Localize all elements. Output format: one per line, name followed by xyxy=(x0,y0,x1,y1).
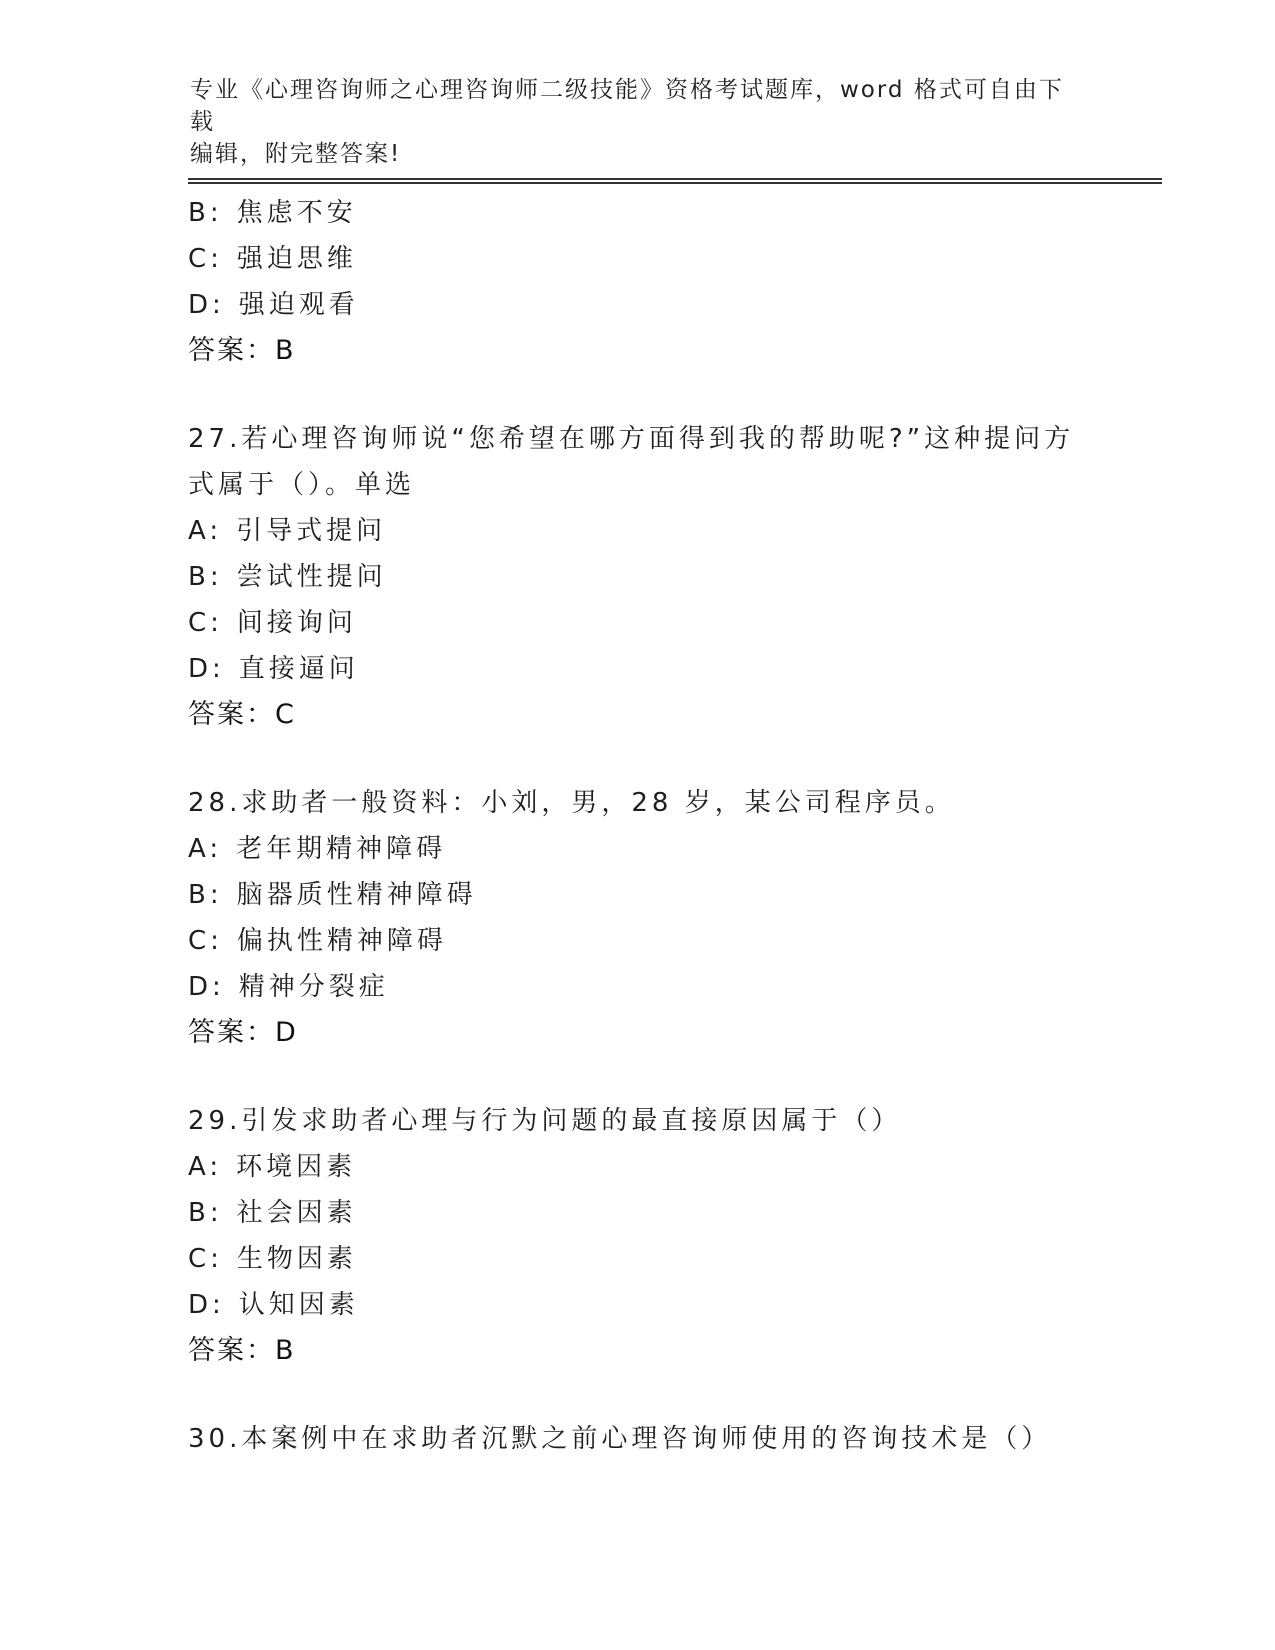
header-double-rule xyxy=(188,178,1162,183)
question-stem-line: 式属于（）。单选 xyxy=(188,470,416,500)
option-text: 尝试性提问 xyxy=(236,562,387,592)
question-28 xyxy=(188,780,1088,1056)
option-key: D: xyxy=(188,290,225,320)
option-key: A: xyxy=(188,1152,223,1182)
option-key: A: xyxy=(188,516,223,546)
question-stem-line: 28.求助者一般资料：小刘，男，28 岁，某公司程序员。 xyxy=(188,788,955,818)
option-key: C: xyxy=(188,608,223,638)
question-30 xyxy=(188,1416,1088,1462)
option-b xyxy=(188,1190,1088,1236)
option-text: 偏执性精神障碍 xyxy=(236,926,447,956)
option-key: C: xyxy=(188,926,223,956)
option-d xyxy=(188,1282,1088,1328)
option-d xyxy=(188,282,1088,328)
option-d xyxy=(188,646,1088,692)
option-text: 社会因素 xyxy=(236,1198,357,1228)
option-text: 老年期精神障碍 xyxy=(236,834,447,864)
option-a xyxy=(188,1144,1088,1190)
option-a xyxy=(188,826,1088,872)
option-key: B: xyxy=(188,1198,223,1228)
question-27 xyxy=(188,416,1088,738)
answer-value: D xyxy=(275,1017,298,1048)
option-text: 认知因素 xyxy=(238,1290,359,1320)
answer-value: C xyxy=(275,699,296,730)
option-text: 环境因素 xyxy=(236,1152,357,1182)
option-text: 焦虑不安 xyxy=(236,198,357,228)
option-key: B: xyxy=(188,880,223,910)
answer-label: 答案： xyxy=(188,1017,275,1048)
answer-line xyxy=(188,1328,1088,1374)
option-text: 精神分裂症 xyxy=(238,972,389,1002)
page-header xyxy=(190,74,1070,170)
option-b xyxy=(188,190,1088,236)
option-text: 强迫思维 xyxy=(236,244,357,274)
option-key: B: xyxy=(188,198,223,228)
option-key: D: xyxy=(188,654,225,684)
header-title-line-1: 专业《心理咨询师之心理咨询师二级技能》资格考试题库，word 格式可自由下载 xyxy=(190,77,1064,135)
answer-label: 答案： xyxy=(188,699,275,730)
option-text: 脑器质性精神障碍 xyxy=(236,880,477,910)
option-c xyxy=(188,918,1088,964)
option-text: 生物因素 xyxy=(236,1244,357,1274)
option-b xyxy=(188,872,1088,918)
option-c xyxy=(188,236,1088,282)
option-d xyxy=(188,964,1088,1010)
option-key: D: xyxy=(188,1290,225,1320)
option-key: B: xyxy=(188,562,223,592)
question-stem-line: 27.若心理咨询师说“您希望在哪方面得到我的帮助呢?”这种提问方 xyxy=(188,424,1075,454)
option-c xyxy=(188,1236,1088,1282)
option-text: 间接询问 xyxy=(236,608,357,638)
option-b xyxy=(188,554,1088,600)
option-text: 引导式提问 xyxy=(236,516,387,546)
option-a xyxy=(188,508,1088,554)
question-stem-line: 29.引发求助者心理与行为问题的最直接原因属于（） xyxy=(188,1106,902,1136)
answer-value: B xyxy=(275,335,296,366)
option-key: C: xyxy=(188,244,223,274)
answer-value: B xyxy=(275,1335,296,1366)
answer-label: 答案： xyxy=(188,335,275,366)
option-text: 直接逼问 xyxy=(238,654,359,684)
question-stem-line: 30.本案例中在求助者沉默之前心理咨询师使用的咨询技术是（） xyxy=(188,1424,1052,1454)
question-29 xyxy=(188,1098,1088,1374)
option-key: A: xyxy=(188,834,223,864)
option-key: D: xyxy=(188,972,225,1002)
answer-line xyxy=(188,328,1088,374)
option-key: C: xyxy=(188,1244,223,1274)
question-fragment xyxy=(188,190,1088,374)
answer-line xyxy=(188,1010,1088,1056)
header-title-line-2: 编辑，附完整答案! xyxy=(190,141,402,167)
answer-line xyxy=(188,692,1088,738)
question-list xyxy=(188,190,1088,1462)
option-c xyxy=(188,600,1088,646)
answer-label: 答案： xyxy=(188,1335,275,1366)
option-text: 强迫观看 xyxy=(238,290,359,320)
